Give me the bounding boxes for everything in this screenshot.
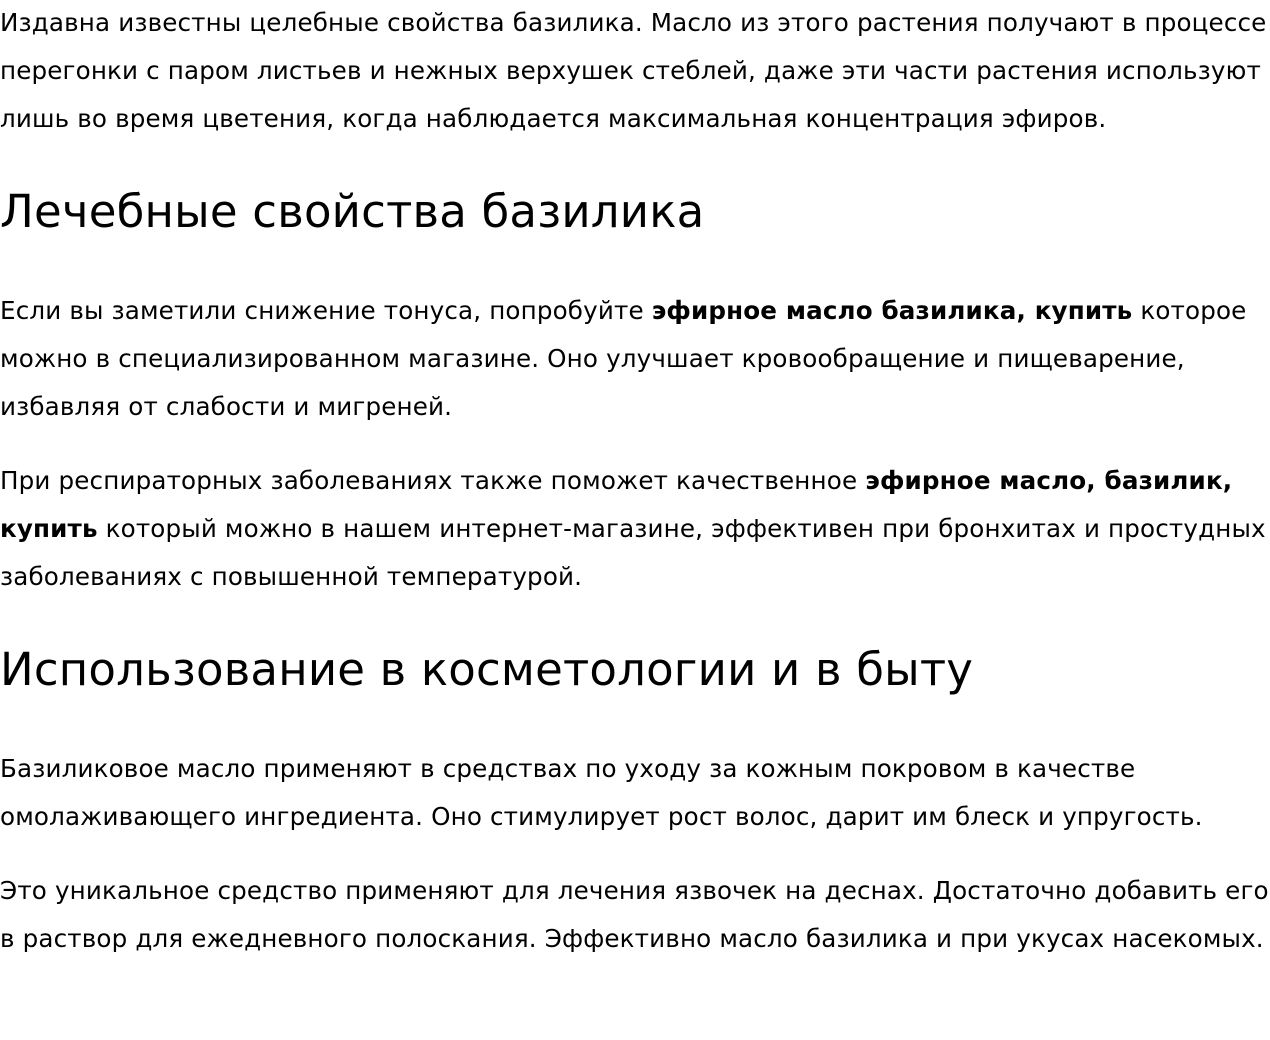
paragraph-skin-care: Базиликовое масло применяют в средствах по уходу за кожным покровом в качестве омолаживающего ингредиента. Оно стимулирует рост волос, дарит им блеск и упругость.	[0, 754, 1203, 831]
section-heading-cosmetology: Использование в косметологии и в быту	[0, 643, 974, 696]
intro-paragraph: Издавна известны целебные свойства базилика. Масло из этого растения получают в процессе перегонки с паром листьев и нежных верхушек стеблей, даже эти части растения используют лишь во время цветения, когда наблюдается максимальная концентрация эфиров.	[0, 8, 1267, 133]
paragraph-tonus	[0, 287, 1270, 431]
paragraph-text: который можно в нашем интернет-магазине, эффективен при бронхитах и простудных заболеваниях с повышенной температурой.	[0, 514, 1266, 591]
paragraph-text: Если вы заметили снижение тонуса, попробуйте	[0, 296, 652, 325]
paragraph-respiratory	[0, 457, 1270, 601]
paragraph-text: При респираторных заболеваниях также поможет качественное	[0, 466, 866, 495]
bold-link-text: эфирное масло, базилик, купить	[0, 466, 1233, 543]
section-heading-healing: Лечебные свойства базилика	[0, 185, 705, 238]
bold-link-text: эфирное масло базилика, купить	[651, 296, 1133, 325]
paragraph-text: которое можно в специализированном магазине. Оно улучшает кровообращение и пищеварение, избавляя от слабости и мигреней.	[0, 296, 1247, 421]
paragraph-gums: Это уникальное средство применяют для лечения язвочек на деснах. Достаточно добавить его в раствор для ежедневного полоскания. Эффективно масло базилика и при укусах насекомых.	[0, 876, 1269, 953]
